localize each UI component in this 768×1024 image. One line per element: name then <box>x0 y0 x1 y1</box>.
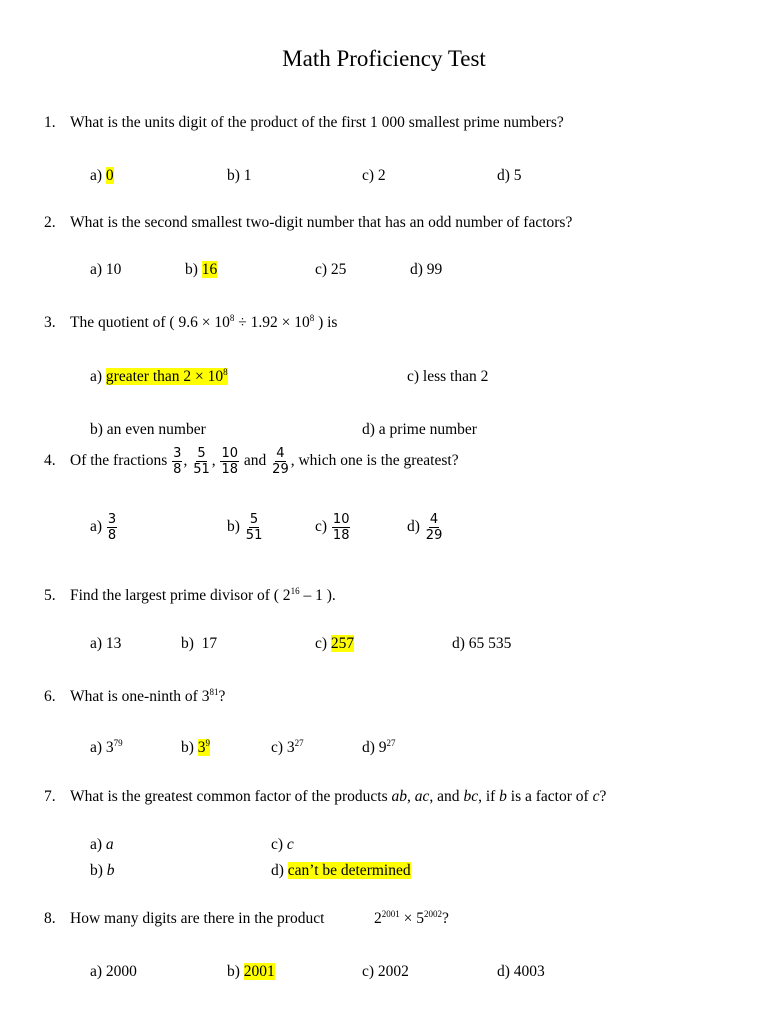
question-4: 4. Of the fractions $\frac{3}{8}$ , $\frac{5}{51}$ , $\frac{10}{18}$ and $\frac{4}{29}$ , which one is the greatest? <box>44 446 459 477</box>
fraction: $\frac{5}{51}$ <box>245 512 263 543</box>
q4-option-a: a) $\frac{3}{8}$ <box>90 512 117 543</box>
q4-option-c: c) $\frac{10}{18}$ <box>315 512 350 543</box>
answer-highlight: 2001 <box>243 963 275 980</box>
q8-option-d: d) 4003 <box>497 963 545 980</box>
fraction: $\frac{3}{8}$ <box>107 512 117 543</box>
q1-option-d: d) 5 <box>497 167 522 184</box>
question-number: 1. <box>44 114 56 131</box>
answer-highlight: $3^9$ <box>197 738 211 756</box>
q5-option-c: c) 257 <box>315 635 355 652</box>
question-text: What is the units digit of the product of the first 1 000 smallest prime numbers? <box>70 114 564 131</box>
q3-option-a: a) greater than $2 \times 10^8$ <box>90 367 228 385</box>
fraction: $\frac{10}{18}$ <box>332 512 350 543</box>
q6-option-a: a) $3^{79}$ <box>90 738 123 756</box>
q6-option-b: b) $3^9$ <box>181 738 211 756</box>
question-number: 6. <box>44 688 56 705</box>
fraction: $\frac{5}{51}$ <box>193 446 210 477</box>
question-1 <box>44 114 564 132</box>
q7-option-c: c) c <box>271 836 294 853</box>
q8-expression: $2^{2001} \times 5^{2002}$? <box>374 909 449 927</box>
q1-option-b: b) 1 <box>227 167 252 184</box>
fraction: $\frac{3}{8}$ <box>173 446 182 477</box>
question-number: 3. <box>44 314 56 331</box>
q2-option-d: d) 99 <box>410 261 443 278</box>
answer-highlight: 16 <box>201 261 218 278</box>
fraction: $\frac{10}{18}$ <box>221 446 239 477</box>
q2-option-b: b) 16 <box>185 261 218 278</box>
answer-highlight: can’t be determined <box>287 862 411 879</box>
fraction: $\frac{4}{29}$ <box>272 446 289 477</box>
q1-option-a: a) 0 <box>90 167 114 184</box>
answer-highlight: greater than $2 \times 10^8$ <box>105 367 228 385</box>
q3-option-b: b) an even number <box>90 421 206 438</box>
q7-option-a: a) a <box>90 836 114 853</box>
q3-option-d: d) a prime number <box>362 421 477 438</box>
question-number: 5. <box>44 587 56 604</box>
question-number: 7. <box>44 788 56 805</box>
fraction: $\frac{4}{29}$ <box>425 512 443 543</box>
question-2 <box>44 214 572 232</box>
q5-option-a: a) 13 <box>90 635 122 652</box>
q8-option-a: a) 2000 <box>90 963 137 980</box>
q2-option-a: a) 10 <box>90 261 122 278</box>
q8-option-c: c) 2002 <box>362 963 409 980</box>
q3-option-c: c) less than 2 <box>407 368 489 385</box>
question-6: 6. What is one-ninth of $3^{81}$? <box>44 687 226 705</box>
question-5: 5. Find the largest prime divisor of ( $2^{16} - 1$ ). <box>44 586 336 604</box>
q5-option-d: d) 65 535 <box>452 635 512 652</box>
question-number: 2. <box>44 214 56 231</box>
q8-option-b: b) 2001 <box>227 963 275 980</box>
q4-option-b: b) $\frac{5}{51}$ <box>227 512 263 543</box>
question-3: 3. The quotient of ( $9.6 \times 10^8 \div 1.92 \times 10^8$ ) is <box>44 313 338 331</box>
question-7: 7. What is the greatest common factor of the products ab, ac, and bc, if b is a factor of c? <box>44 788 607 805</box>
question-number: 4. <box>44 452 56 470</box>
q7-option-b: b) b <box>90 862 115 879</box>
q2-option-c: c) 25 <box>315 261 347 278</box>
q4-option-d: d) $\frac{4}{29}$ <box>407 512 443 543</box>
q5-option-b: b) 17 <box>181 635 218 652</box>
question-8: 8. How many digits are there in the product <box>44 910 325 927</box>
q1-option-c: c) 2 <box>362 167 386 184</box>
page-title: Math Proficiency Test <box>282 46 486 71</box>
answer-highlight: 257 <box>330 635 355 652</box>
answer-highlight: 0 <box>105 167 114 184</box>
question-number: 8. <box>44 910 56 927</box>
question-text: What is the second smallest two-digit number that has an odd number of factors? <box>70 214 573 231</box>
q6-option-d: d) $9^{27}$ <box>362 738 396 756</box>
q6-option-c: c) $3^{27}$ <box>271 738 304 756</box>
q7-option-d: d) can’t be determined <box>271 862 411 879</box>
